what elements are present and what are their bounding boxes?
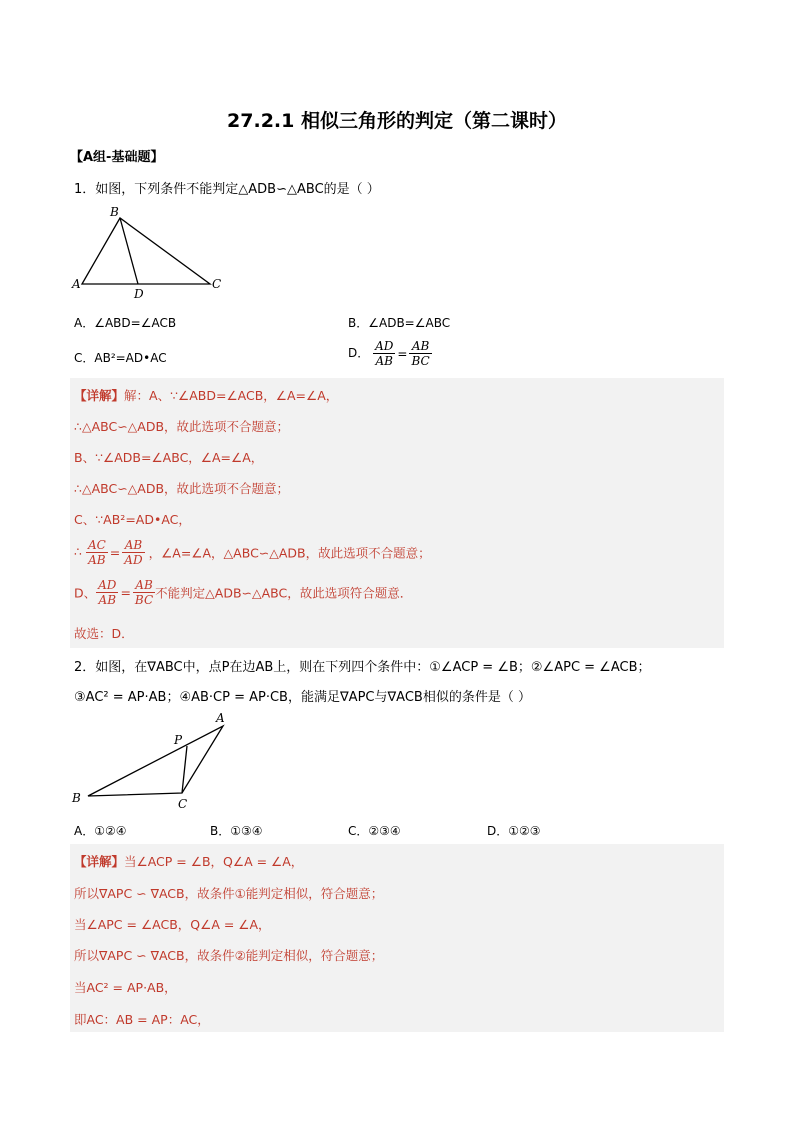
q2-solution-line-6: 即AC：AB = AP：AC， (74, 1012, 210, 1027)
q2-option-a[interactable]: A．①②④ (74, 824, 127, 838)
page-title: 27.2.1 相似三角形的判定（第二课时） (227, 110, 567, 132)
q1-solution-line-7: D、 $\frac{AD}{AB}$ = $\frac{AB}{BC}$ 不能判定△ADB∽△ABC，故此选项符合题意． (74, 578, 413, 607)
q1-option-c[interactable]: C．AB²=AD•AC (74, 351, 167, 365)
q1-solution-line-1: 【详解】解：A、∵∠ABD=∠ACB，∠A=∠A， (74, 388, 339, 403)
q1-solution-line-2: ∴△ABC∽△ADB，故此选项不合题意； (74, 419, 290, 434)
fraction-ad-ab: $\frac{AD}{AB}$ (375, 339, 394, 368)
q2-solution-line-4: 所以∇APC ∽ ∇ACB，故条件②能判定相似，符合题意； (74, 948, 384, 963)
q1-solution-line-3: B、∵∠ADB=∠ABC，∠A=∠A， (74, 450, 264, 465)
label-p: P (174, 733, 183, 747)
section-heading: 【A组-基础题】 (70, 150, 164, 165)
q2-stem-line-1: 2．如图，在∇ABC中，点P在边AB上，则在下列四个条件中：①∠ACP = ∠B；②∠APC = ∠ACB； (74, 660, 651, 675)
q1-solution-line-5: C、∵AB²=AD•AC， (74, 512, 191, 527)
label-d: D (134, 287, 144, 301)
label-a: A (72, 277, 81, 291)
q1-solution-line-8: 故选：D． (74, 626, 134, 641)
q2-figure (68, 708, 238, 812)
triangle-abc (82, 218, 210, 284)
label-b-2: B (72, 791, 81, 805)
q1-figure (70, 202, 230, 302)
q1-option-b[interactable]: B．∠ADB=∠ABC (348, 316, 451, 330)
label-b: B (110, 205, 119, 219)
q2-solution-line-1: 【详解】当∠ACP = ∠B，Q∠A = ∠A， (74, 854, 304, 869)
q2-solution-line-3: 当∠APC = ∠ACB，Q∠A = ∠A， (74, 917, 271, 932)
q2-solution-line-5: 当AC² = AP·AB， (74, 980, 177, 995)
q2-option-c[interactable]: C．②③④ (348, 824, 401, 838)
segment-bd (120, 218, 138, 284)
q2-solution-line-2: 所以∇APC ∽ ∇ACB，故条件①能判定相似，符合题意； (74, 886, 384, 901)
q1-solution-line-4: ∴△ABC∽△ADB，故此选项不合题意； (74, 481, 290, 496)
q1-option-a[interactable]: A．∠ABD=∠ACB (74, 316, 177, 330)
label-a-2: A (216, 711, 225, 725)
fraction-ab-bc: $\frac{AB}{BC}$ (411, 339, 430, 368)
label-c-2: C (178, 797, 188, 811)
q2-stem-line-2: ③AC² = AP·AB；④AB·CP = AP·CB，能满足∇APC与∇ACB相似的条件是（ ） (74, 690, 531, 705)
triangle-abc-2 (88, 726, 223, 796)
q2-option-d[interactable]: D．①②③ (487, 824, 541, 838)
q2-solution-box (70, 844, 724, 1032)
label-c: C (212, 277, 222, 291)
q1-stem: 1．如图，下列条件不能判定△ADB∽△ABC的是（ ） (74, 182, 380, 197)
q1-option-d[interactable]: D． $\frac{AD}{AB}$ = $\frac{AB}{BC}$ (348, 339, 430, 368)
q1-solution-line-6: ∴ $\frac{AC}{AB}$ = $\frac{AB}{AD}$ ，∠A=∠A，△ABC∽△ADB，故此选项不合题意； (74, 538, 431, 567)
option-d-prefix: D． (348, 346, 370, 360)
q2-option-b[interactable]: B．①③④ (210, 824, 263, 838)
